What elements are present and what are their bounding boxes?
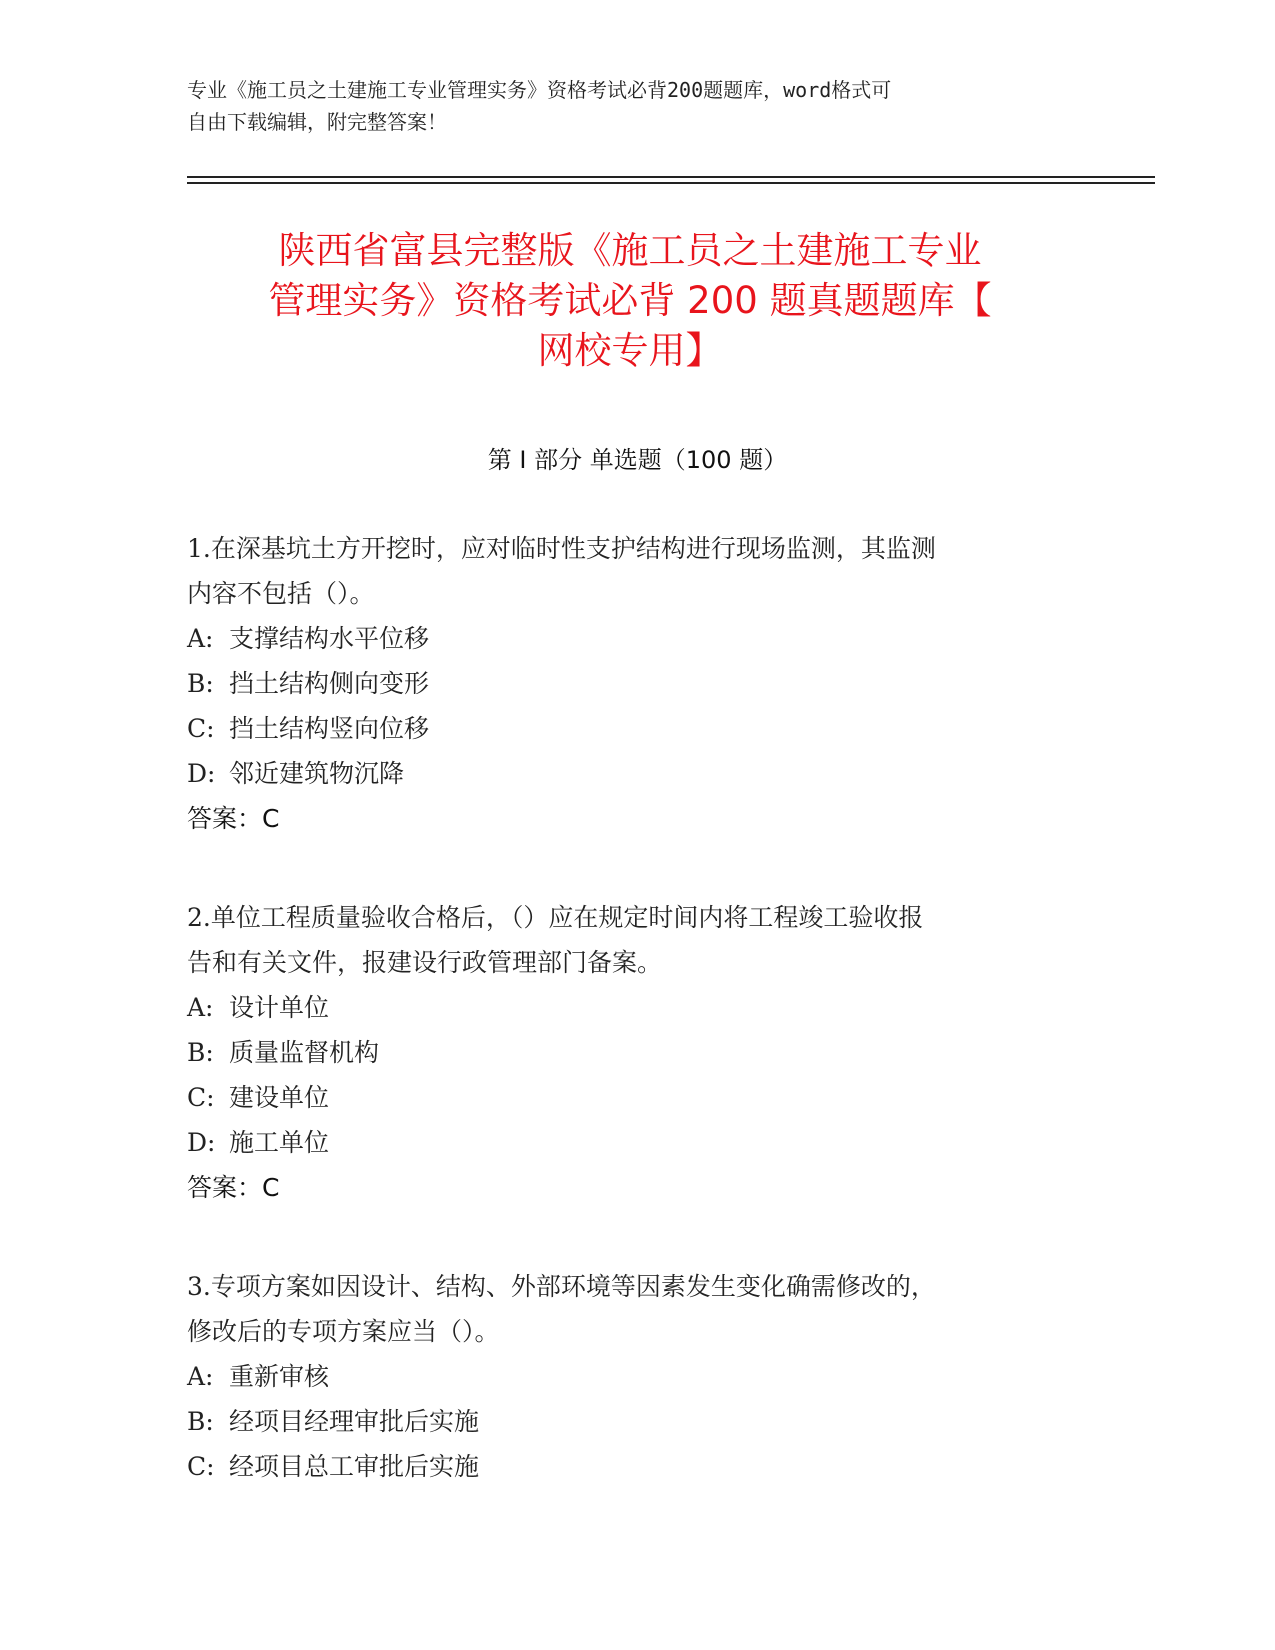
section-title: 第 I 部分 单选题（100 题） [487,446,788,474]
option-key: C: [187,1452,215,1481]
option-b [187,661,1077,706]
question-stem [187,1264,1077,1354]
question-2 [187,895,1077,1210]
option-text: 质量监督机构 [229,1038,380,1067]
question-stem [187,895,1077,985]
option-text: 重新审核 [229,1362,330,1391]
question-stem [187,526,1077,616]
option-text: 支撑结构水平位移 [229,624,430,653]
option-text: 施工单位 [229,1128,330,1157]
document-title-line1: 陕西省富县完整版《施工员之土建施工专业 [278,229,982,272]
document-title-line2: 管理实务》资格考试必背 200 题真题题库【 [268,279,992,322]
answer: 答案：C [187,1173,280,1202]
option-key: B: [187,1407,214,1436]
option-key: A: [187,1362,214,1391]
option-a [187,616,1077,661]
option-c [187,1075,1077,1120]
option-c [187,1444,1077,1489]
option-b [187,1399,1077,1444]
header-divider-top [187,176,1155,178]
option-key: C: [187,714,215,743]
answer: 答案：C [187,804,280,833]
option-text: 设计单位 [229,993,330,1022]
option-key: B: [187,669,214,698]
option-text: 挡土结构竖向位移 [229,714,430,743]
question-list [187,526,1077,1543]
question-1 [187,526,1077,841]
option-text: 经项目经理审批后实施 [229,1407,480,1436]
option-key: A: [187,993,214,1022]
question-3 [187,1264,1077,1489]
option-key: D: [187,1128,216,1157]
option-key: B: [187,1038,214,1067]
option-key: D: [187,759,216,788]
document-title [180,226,1080,376]
header-note [187,74,1087,138]
option-text: 邻近建筑物沉降 [229,759,405,788]
document-title-line3: 网校专用】 [537,329,723,372]
header-divider-bottom [187,182,1155,184]
question-stem-line1: 2.单位工程质量验收合格后，（）应在规定时间内将工程竣工验收报 [187,903,924,932]
option-b [187,1030,1077,1075]
option-d [187,751,1077,796]
question-stem-line2: 修改后的专项方案应当（）。 [187,1317,500,1346]
option-text: 挡土结构侧向变形 [229,669,430,698]
option-key: A: [187,624,214,653]
option-a [187,1354,1077,1399]
header-note-line2: 自由下载编辑，附完整答案！ [187,110,447,134]
question-stem-line1: 3.专项方案如因设计、结构、外部环境等因素发生变化确需修改的， [187,1272,936,1301]
option-text: 建设单位 [229,1083,330,1112]
option-c [187,706,1077,751]
option-text: 经项目总工审批后实施 [229,1452,480,1481]
question-stem-line1: 1.在深基坑土方开挖时，应对临时性支护结构进行现场监测，其监测 [187,534,936,563]
option-a [187,985,1077,1030]
option-key: C: [187,1083,215,1112]
option-d [187,1120,1077,1165]
header-note-line1: 专业《施工员之土建施工专业管理实务》资格考试必背200题题库，word格式可 [187,78,892,102]
question-stem-line2: 内容不包括（）。 [187,579,375,608]
question-stem-line2: 告和有关文件，报建设行政管理部门备案。 [187,948,663,977]
